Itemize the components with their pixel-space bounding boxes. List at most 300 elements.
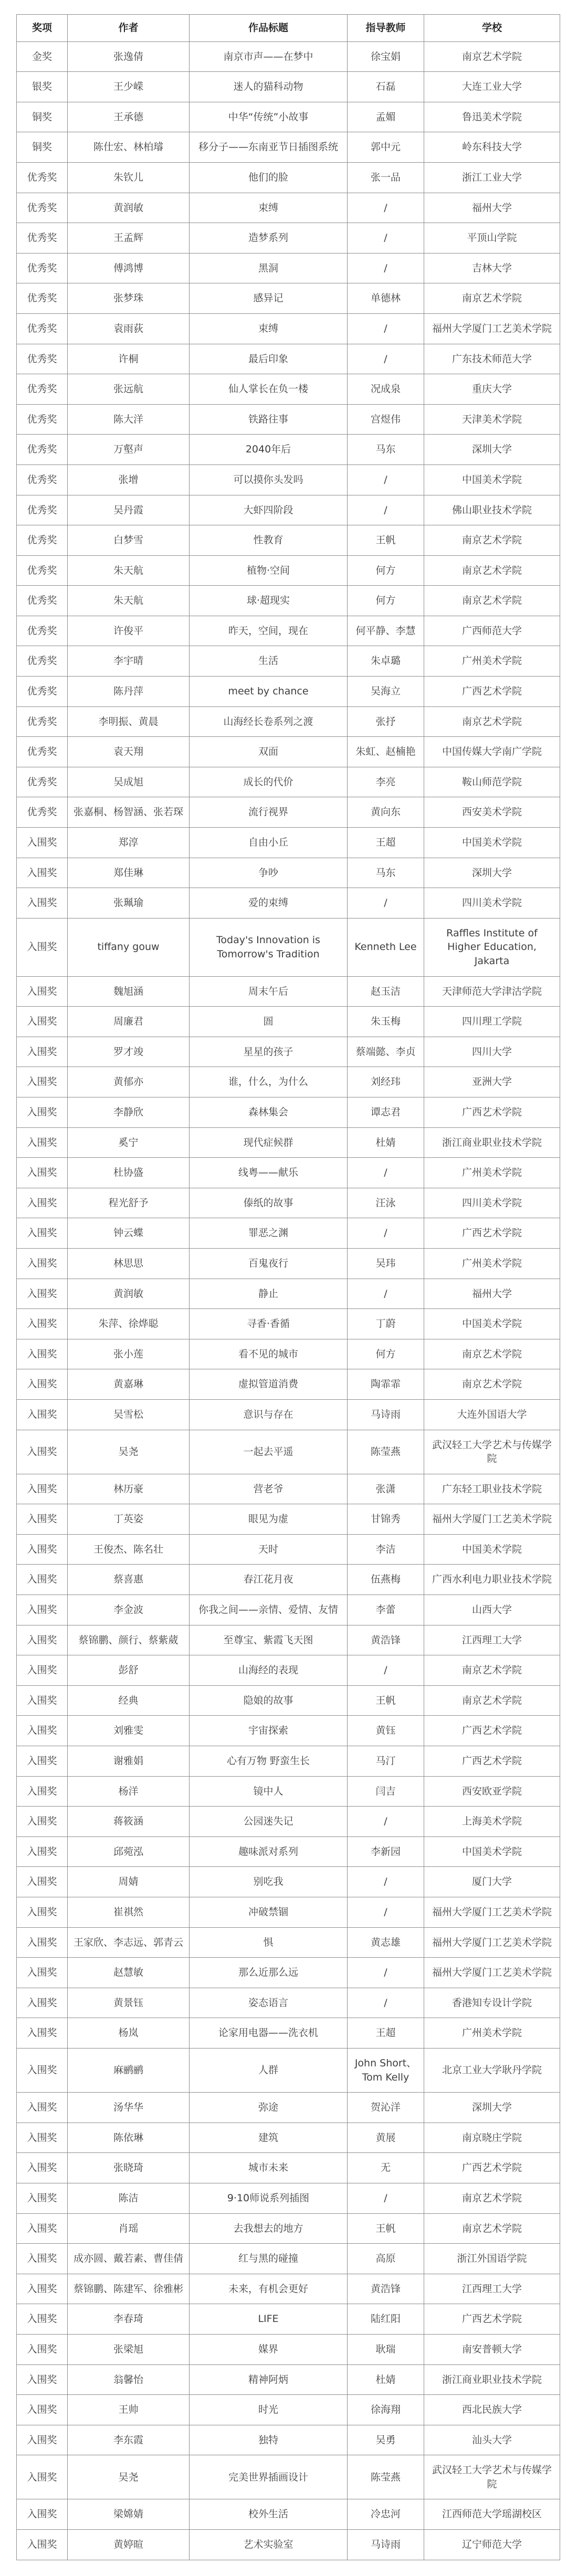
teacher-cell: 何方 <box>348 555 424 586</box>
award-cell: 入围奖 <box>17 1625 68 1655</box>
table-row <box>17 2395 560 2425</box>
award-cell: 入围奖 <box>17 2153 68 2183</box>
title-cell: 爱的束缚 <box>190 888 348 919</box>
title-cell: 山海经的表现 <box>190 1655 348 1686</box>
school-cell: 广西艺术学院 <box>424 1716 560 1746</box>
school-cell: 中国美术学院 <box>424 1309 560 1339</box>
title-cell: 独特 <box>190 2425 348 2455</box>
school-cell: 南京艺术学院 <box>424 2183 560 2213</box>
school-cell: 广西艺术学院 <box>424 1746 560 1777</box>
title-cell: 静止 <box>190 1279 348 1309</box>
teacher-cell: 陈莹燕 <box>348 1430 424 1474</box>
title-cell: 可以摸你头发吗 <box>190 464 348 495</box>
table-row <box>17 464 560 495</box>
title-cell: 虚拟管道消费 <box>190 1369 348 1400</box>
title-cell: 一起去平遥 <box>190 1430 348 1474</box>
award-cell: 入围奖 <box>17 2274 68 2304</box>
awards-table <box>16 14 560 2560</box>
teacher-cell: 杜婧 <box>348 2364 424 2395</box>
teacher-cell: 徐海翔 <box>348 2395 424 2425</box>
author-cell: 吴尧 <box>68 2455 190 2499</box>
teacher-cell: 单德林 <box>348 283 424 314</box>
author-cell: 杨洋 <box>68 1776 190 1807</box>
award-cell: 入围奖 <box>17 1807 68 1837</box>
title-cell: 百鬼夜行 <box>190 1248 348 1279</box>
teacher-cell: 朱卓璐 <box>348 646 424 677</box>
teacher-cell: 王帆 <box>348 1685 424 1716</box>
author-cell: 李明振、黄晨 <box>68 706 190 737</box>
author-cell: 钟云蝶 <box>68 1218 190 1249</box>
title-cell: 流行视界 <box>190 797 348 828</box>
award-cell: 入围奖 <box>17 2183 68 2213</box>
author-cell: 麻鹂鹂 <box>68 2048 190 2092</box>
author-cell: 王孟辉 <box>68 223 190 254</box>
header-row <box>17 15 560 42</box>
author-cell: 蔡锦鹏、陈建军、徐雅彬 <box>68 2274 190 2304</box>
award-cell: 优秀奖 <box>17 283 68 314</box>
author-cell: 陈依琳 <box>68 2123 190 2153</box>
author-cell: 万壑声 <box>68 435 190 465</box>
title-cell: 黑洞 <box>190 253 348 283</box>
award-cell: 入围奖 <box>17 2334 68 2364</box>
table-row <box>17 2274 560 2304</box>
school-cell: 广西艺术学院 <box>424 2304 560 2335</box>
school-cell: 南京艺术学院 <box>424 1685 560 1716</box>
table-row <box>17 888 560 919</box>
award-cell: 入围奖 <box>17 1655 68 1686</box>
table-row <box>17 1958 560 1988</box>
school-cell: 吉林大学 <box>424 253 560 283</box>
award-cell: 入围奖 <box>17 828 68 858</box>
teacher-cell: 王帆 <box>348 2213 424 2244</box>
author-cell: 肖瑶 <box>68 2213 190 2244</box>
table-row <box>17 283 560 314</box>
table-row <box>17 2304 560 2335</box>
table-row <box>17 313 560 344</box>
title-cell: Today's Innovation is Tomorrow's Tradition <box>190 918 348 976</box>
award-cell: 入围奖 <box>17 1158 68 1188</box>
table-row <box>17 41 560 72</box>
teacher-cell: 无 <box>348 2153 424 2183</box>
author-cell: 罗才竣 <box>68 1037 190 1067</box>
author-cell: 张珮瑜 <box>68 888 190 919</box>
table-row <box>17 1625 560 1655</box>
title-cell: 2040年后 <box>190 435 348 465</box>
school-cell: 西北民族大学 <box>424 2395 560 2425</box>
title-cell: 移分子——东南亚节日插图系统 <box>190 132 348 163</box>
title-cell: 寻香·香循 <box>190 1309 348 1339</box>
author-cell: 吴尧 <box>68 1430 190 1474</box>
award-cell: 入围奖 <box>17 1958 68 1988</box>
teacher-cell: 李新园 <box>348 1836 424 1867</box>
school-cell: 南京晓庄学院 <box>424 2123 560 2153</box>
author-cell: 吴丹霞 <box>68 495 190 525</box>
title-cell: 周末午后 <box>190 976 348 1007</box>
teacher-cell: 陆红阳 <box>348 2304 424 2335</box>
title-cell: 春江花月夜 <box>190 1565 348 1595</box>
author-cell: 梁嫦婧 <box>68 2499 190 2530</box>
table-row <box>17 162 560 193</box>
award-cell: 入围奖 <box>17 1188 68 1218</box>
table-row <box>17 1430 560 1474</box>
school-cell: 浙江商业职业技术学院 <box>424 1127 560 1158</box>
author-cell: 白梦雪 <box>68 525 190 556</box>
award-cell: 铜奖 <box>17 132 68 163</box>
school-cell: 南京艺术学院 <box>424 1369 560 1400</box>
table-row <box>17 797 560 828</box>
school-cell: 南京艺术学院 <box>424 706 560 737</box>
author-cell: 张远航 <box>68 374 190 405</box>
table-row <box>17 1565 560 1595</box>
award-cell: 优秀奖 <box>17 253 68 283</box>
table-row <box>17 1218 560 1249</box>
teacher-cell: 刘经玮 <box>348 1067 424 1097</box>
teacher-cell: / <box>348 1897 424 1928</box>
title-cell: 姿态语言 <box>190 1988 348 2018</box>
school-cell: 广东轻工职业技术学院 <box>424 1474 560 1504</box>
author-cell: 崔祺然 <box>68 1897 190 1928</box>
teacher-cell: 汪泳 <box>348 1188 424 1218</box>
title-cell: 人群 <box>190 2048 348 2092</box>
title-cell: 中华“传统”小故事 <box>190 102 348 132</box>
award-cell: 入围奖 <box>17 1399 68 1430</box>
award-cell: 入围奖 <box>17 918 68 976</box>
title-cell: 最后印象 <box>190 344 348 374</box>
title-cell: 至尊宝、紫霞飞天图 <box>190 1625 348 1655</box>
table-row <box>17 1927 560 1958</box>
school-cell: 广州美术学院 <box>424 1158 560 1188</box>
title-cell: 校外生活 <box>190 2499 348 2530</box>
school-cell: 鲁迅美术学院 <box>424 102 560 132</box>
teacher-cell: 吴勇 <box>348 2425 424 2455</box>
teacher-cell: 况成泉 <box>348 374 424 405</box>
title-cell: 争吵 <box>190 858 348 888</box>
table-row <box>17 223 560 254</box>
award-cell: 入围奖 <box>17 1339 68 1369</box>
award-cell: 优秀奖 <box>17 767 68 797</box>
author-cell: 黄嘉琳 <box>68 1369 190 1400</box>
school-cell: 福州大学厦门工艺美术学院 <box>424 1927 560 1958</box>
teacher-cell: / <box>348 1218 424 1249</box>
teacher-cell: 马东 <box>348 435 424 465</box>
teacher-cell: / <box>348 253 424 283</box>
table-row <box>17 2334 560 2364</box>
table-row <box>17 1504 560 1535</box>
teacher-cell: 石磊 <box>348 72 424 102</box>
author-cell: 李东霞 <box>68 2425 190 2455</box>
teacher-cell: Kenneth Lee <box>348 918 424 976</box>
author-cell: 张晓琦 <box>68 2153 190 2183</box>
award-cell: 入围奖 <box>17 2425 68 2455</box>
column-header-school: 学校 <box>424 15 560 42</box>
teacher-cell: / <box>348 2183 424 2213</box>
award-cell: 入围奖 <box>17 1534 68 1565</box>
teacher-cell: 丁蔚 <box>348 1309 424 1339</box>
author-cell: 汤华华 <box>68 2093 190 2123</box>
school-cell: 广州美术学院 <box>424 1248 560 1279</box>
teacher-cell: / <box>348 1958 424 1988</box>
school-cell: 辽宁师范大学 <box>424 2530 560 2560</box>
award-cell: 优秀奖 <box>17 344 68 374</box>
teacher-cell: 冷忠河 <box>348 2499 424 2530</box>
school-cell: 福州大学厦门工艺美术学院 <box>424 1897 560 1928</box>
author-cell: 张逸倩 <box>68 41 190 72</box>
author-cell: 张嘉桐、杨智涵、张若琛 <box>68 797 190 828</box>
title-cell: 完美世界插画设计 <box>190 2455 348 2499</box>
teacher-cell: 张潇 <box>348 1474 424 1504</box>
author-cell: 王帅 <box>68 2395 190 2425</box>
teacher-cell: 马东 <box>348 858 424 888</box>
award-cell: 优秀奖 <box>17 706 68 737</box>
table-row <box>17 616 560 646</box>
title-cell: 宇宙探索 <box>190 1716 348 1746</box>
table-row <box>17 1534 560 1565</box>
teacher-cell: 朱虹、赵楠艳 <box>348 737 424 767</box>
school-cell: 中国传媒大学南广学院 <box>424 737 560 767</box>
school-cell: 大连工业大学 <box>424 72 560 102</box>
teacher-cell: 李洁 <box>348 1534 424 1565</box>
table-row <box>17 132 560 163</box>
author-cell: 程光舒予 <box>68 1188 190 1218</box>
table-row <box>17 1097 560 1127</box>
author-cell: 蒋筱涵 <box>68 1807 190 1837</box>
school-cell: 厦门大学 <box>424 1867 560 1897</box>
author-cell: tiffany gouw <box>68 918 190 976</box>
table-row <box>17 1595 560 1625</box>
award-cell: 优秀奖 <box>17 193 68 223</box>
award-cell: 入围奖 <box>17 1988 68 2018</box>
award-cell: 入围奖 <box>17 1067 68 1097</box>
school-cell: 中国美术学院 <box>424 1534 560 1565</box>
author-cell: 张梦珠 <box>68 283 190 314</box>
table-header <box>17 15 560 42</box>
award-cell: 入围奖 <box>17 2530 68 2560</box>
author-cell: 陈洁 <box>68 2183 190 2213</box>
award-cell: 优秀奖 <box>17 495 68 525</box>
title-cell: 冲破禁锢 <box>190 1897 348 1928</box>
school-cell: 中国美术学院 <box>424 828 560 858</box>
author-cell: 邱菀泓 <box>68 1836 190 1867</box>
award-cell: 入围奖 <box>17 2018 68 2049</box>
school-cell: 中国美术学院 <box>424 1836 560 1867</box>
title-cell: 球·超现实 <box>190 586 348 616</box>
school-cell: 福州大学 <box>424 193 560 223</box>
award-cell: 入围奖 <box>17 1309 68 1339</box>
school-cell: 深圳大学 <box>424 858 560 888</box>
award-cell: 入围奖 <box>17 1097 68 1127</box>
school-cell: 南京艺术学院 <box>424 41 560 72</box>
award-cell: 入围奖 <box>17 1218 68 1249</box>
table-row <box>17 1339 560 1369</box>
teacher-cell: 王超 <box>348 828 424 858</box>
table-row <box>17 1279 560 1309</box>
title-cell: 红与黑的碰撞 <box>190 2244 348 2274</box>
teacher-cell: / <box>348 1279 424 1309</box>
school-cell: 南京艺术学院 <box>424 283 560 314</box>
table-row <box>17 1158 560 1188</box>
school-cell: 四川美术学院 <box>424 888 560 919</box>
title-cell: 去我想去的地方 <box>190 2213 348 2244</box>
teacher-cell: / <box>348 888 424 919</box>
table-row <box>17 1399 560 1430</box>
table-row <box>17 525 560 556</box>
teacher-cell: 宫煜伟 <box>348 404 424 435</box>
school-cell: 重庆大学 <box>424 374 560 405</box>
table-row <box>17 374 560 405</box>
teacher-cell: / <box>348 464 424 495</box>
teacher-cell: 张抒 <box>348 706 424 737</box>
teacher-cell: 孟媚 <box>348 102 424 132</box>
school-cell: Raffles Institute of Higher Education, Jakarta <box>424 918 560 976</box>
school-cell: 鞍山师范学院 <box>424 767 560 797</box>
teacher-cell: 杜婧 <box>348 1127 424 1158</box>
award-cell: 入围奖 <box>17 1927 68 1958</box>
author-cell: 蔡喜惠 <box>68 1565 190 1595</box>
award-cell: 入围奖 <box>17 2499 68 2530</box>
school-cell: 浙江商业职业技术学院 <box>424 2364 560 2395</box>
teacher-cell: 张一品 <box>348 162 424 193</box>
school-cell: 深圳大学 <box>424 2093 560 2123</box>
author-cell: 周廉君 <box>68 1007 190 1037</box>
table-row <box>17 767 560 797</box>
teacher-cell: / <box>348 313 424 344</box>
teacher-cell: 耿瑞 <box>348 2334 424 2364</box>
author-cell: 张增 <box>68 464 190 495</box>
award-cell: 入围奖 <box>17 888 68 919</box>
school-cell: 西安欧亚学院 <box>424 1776 560 1807</box>
school-cell: 上海美术学院 <box>424 1807 560 1837</box>
teacher-cell: 黄浩锋 <box>348 1625 424 1655</box>
title-cell: 生活 <box>190 646 348 677</box>
table-row <box>17 1248 560 1279</box>
award-cell: 优秀奖 <box>17 404 68 435</box>
school-cell: 北京工业大学耿丹学院 <box>424 2048 560 2092</box>
award-cell: 入围奖 <box>17 2123 68 2153</box>
school-cell: 广西艺术学院 <box>424 1097 560 1127</box>
author-cell: 林历豪 <box>68 1474 190 1504</box>
award-cell: 优秀奖 <box>17 737 68 767</box>
author-cell: 朱钦儿 <box>68 162 190 193</box>
author-cell: 奚宁 <box>68 1127 190 1158</box>
award-cell: 入围奖 <box>17 1565 68 1595</box>
title-cell: 束缚 <box>190 313 348 344</box>
award-cell: 铜奖 <box>17 102 68 132</box>
table-row <box>17 1655 560 1686</box>
title-cell: 看不见的城市 <box>190 1339 348 1369</box>
title-cell: 束缚 <box>190 193 348 223</box>
award-cell: 优秀奖 <box>17 586 68 616</box>
teacher-cell: 陶霏霏 <box>348 1369 424 1400</box>
table-row <box>17 706 560 737</box>
table-row <box>17 2364 560 2395</box>
title-cell: 弥途 <box>190 2093 348 2123</box>
title-cell: LIFE <box>190 2304 348 2335</box>
title-cell: 圄 <box>190 1007 348 1037</box>
award-cell: 入围奖 <box>17 1369 68 1400</box>
school-cell: 广西艺术学院 <box>424 2153 560 2183</box>
table-row <box>17 1836 560 1867</box>
author-cell: 王少嵘 <box>68 72 190 102</box>
table-row <box>17 976 560 1007</box>
title-cell: 天时 <box>190 1534 348 1565</box>
table-row <box>17 1807 560 1837</box>
title-cell: 性教育 <box>190 525 348 556</box>
teacher-cell: 闫吉 <box>348 1776 424 1807</box>
title-cell: 时光 <box>190 2395 348 2425</box>
author-cell: 吴雪松 <box>68 1399 190 1430</box>
title-cell: 心有万物 野蛮生长 <box>190 1746 348 1777</box>
teacher-cell: / <box>348 1807 424 1837</box>
teacher-cell: / <box>348 495 424 525</box>
award-cell: 金奖 <box>17 41 68 72</box>
school-cell: 福州大学厦门工艺美术学院 <box>424 313 560 344</box>
award-cell: 入围奖 <box>17 976 68 1007</box>
table-row <box>17 193 560 223</box>
award-cell: 优秀奖 <box>17 616 68 646</box>
author-cell: 朱天航 <box>68 555 190 586</box>
school-cell: 天津师范大学津沽学院 <box>424 976 560 1007</box>
title-cell: 造梦系列 <box>190 223 348 254</box>
school-cell: 山西大学 <box>424 1595 560 1625</box>
title-cell: 未来，有机会更好 <box>190 2274 348 2304</box>
school-cell: 亚洲大学 <box>424 1067 560 1097</box>
award-cell: 入围奖 <box>17 2244 68 2274</box>
author-cell: 朱萍、徐烨聪 <box>68 1309 190 1339</box>
author-cell: 周婧 <box>68 1867 190 1897</box>
author-cell: 王俊杰、陈名壮 <box>68 1534 190 1565</box>
author-cell: 李宇晴 <box>68 646 190 677</box>
author-cell: 李静欣 <box>68 1097 190 1127</box>
award-cell: 入围奖 <box>17 2395 68 2425</box>
school-cell: 江西师范大学瑶湖校区 <box>424 2499 560 2530</box>
table-row <box>17 253 560 283</box>
school-cell: 江西理工大学 <box>424 2274 560 2304</box>
award-cell: 入围奖 <box>17 1504 68 1535</box>
teacher-cell: 何平静、李慧 <box>348 616 424 646</box>
table-row <box>17 646 560 677</box>
school-cell: 南京艺术学院 <box>424 555 560 586</box>
title-cell: 山海经长卷系列之渡 <box>190 706 348 737</box>
table-row <box>17 2018 560 2049</box>
title-cell: 那么近那么远 <box>190 1958 348 1988</box>
table-row <box>17 1716 560 1746</box>
award-cell: 入围奖 <box>17 2093 68 2123</box>
award-cell: 优秀奖 <box>17 646 68 677</box>
award-cell: 入围奖 <box>17 1685 68 1716</box>
school-cell: 南京艺术学院 <box>424 1339 560 1369</box>
teacher-cell: 何方 <box>348 586 424 616</box>
author-cell: 陈大洋 <box>68 404 190 435</box>
teacher-cell: 黄展 <box>348 2123 424 2153</box>
title-cell: 自由小丘 <box>190 828 348 858</box>
school-cell: 南京艺术学院 <box>424 1655 560 1686</box>
title-cell: 别吃我 <box>190 1867 348 1897</box>
school-cell: 汕头大学 <box>424 2425 560 2455</box>
table-row <box>17 102 560 132</box>
award-cell: 入围奖 <box>17 1867 68 1897</box>
school-cell: 浙江外国语学院 <box>424 2244 560 2274</box>
award-cell: 优秀奖 <box>17 797 68 828</box>
table-body <box>17 41 560 2560</box>
school-cell: 岭东科技大学 <box>424 132 560 163</box>
title-cell: 铁路往事 <box>190 404 348 435</box>
table-row <box>17 1067 560 1097</box>
author-cell: 王承德 <box>68 102 190 132</box>
table-row <box>17 435 560 465</box>
school-cell: 广西水利电力职业技术学院 <box>424 1565 560 1595</box>
author-cell: 杨岚 <box>68 2018 190 2049</box>
award-cell: 入围奖 <box>17 1037 68 1067</box>
